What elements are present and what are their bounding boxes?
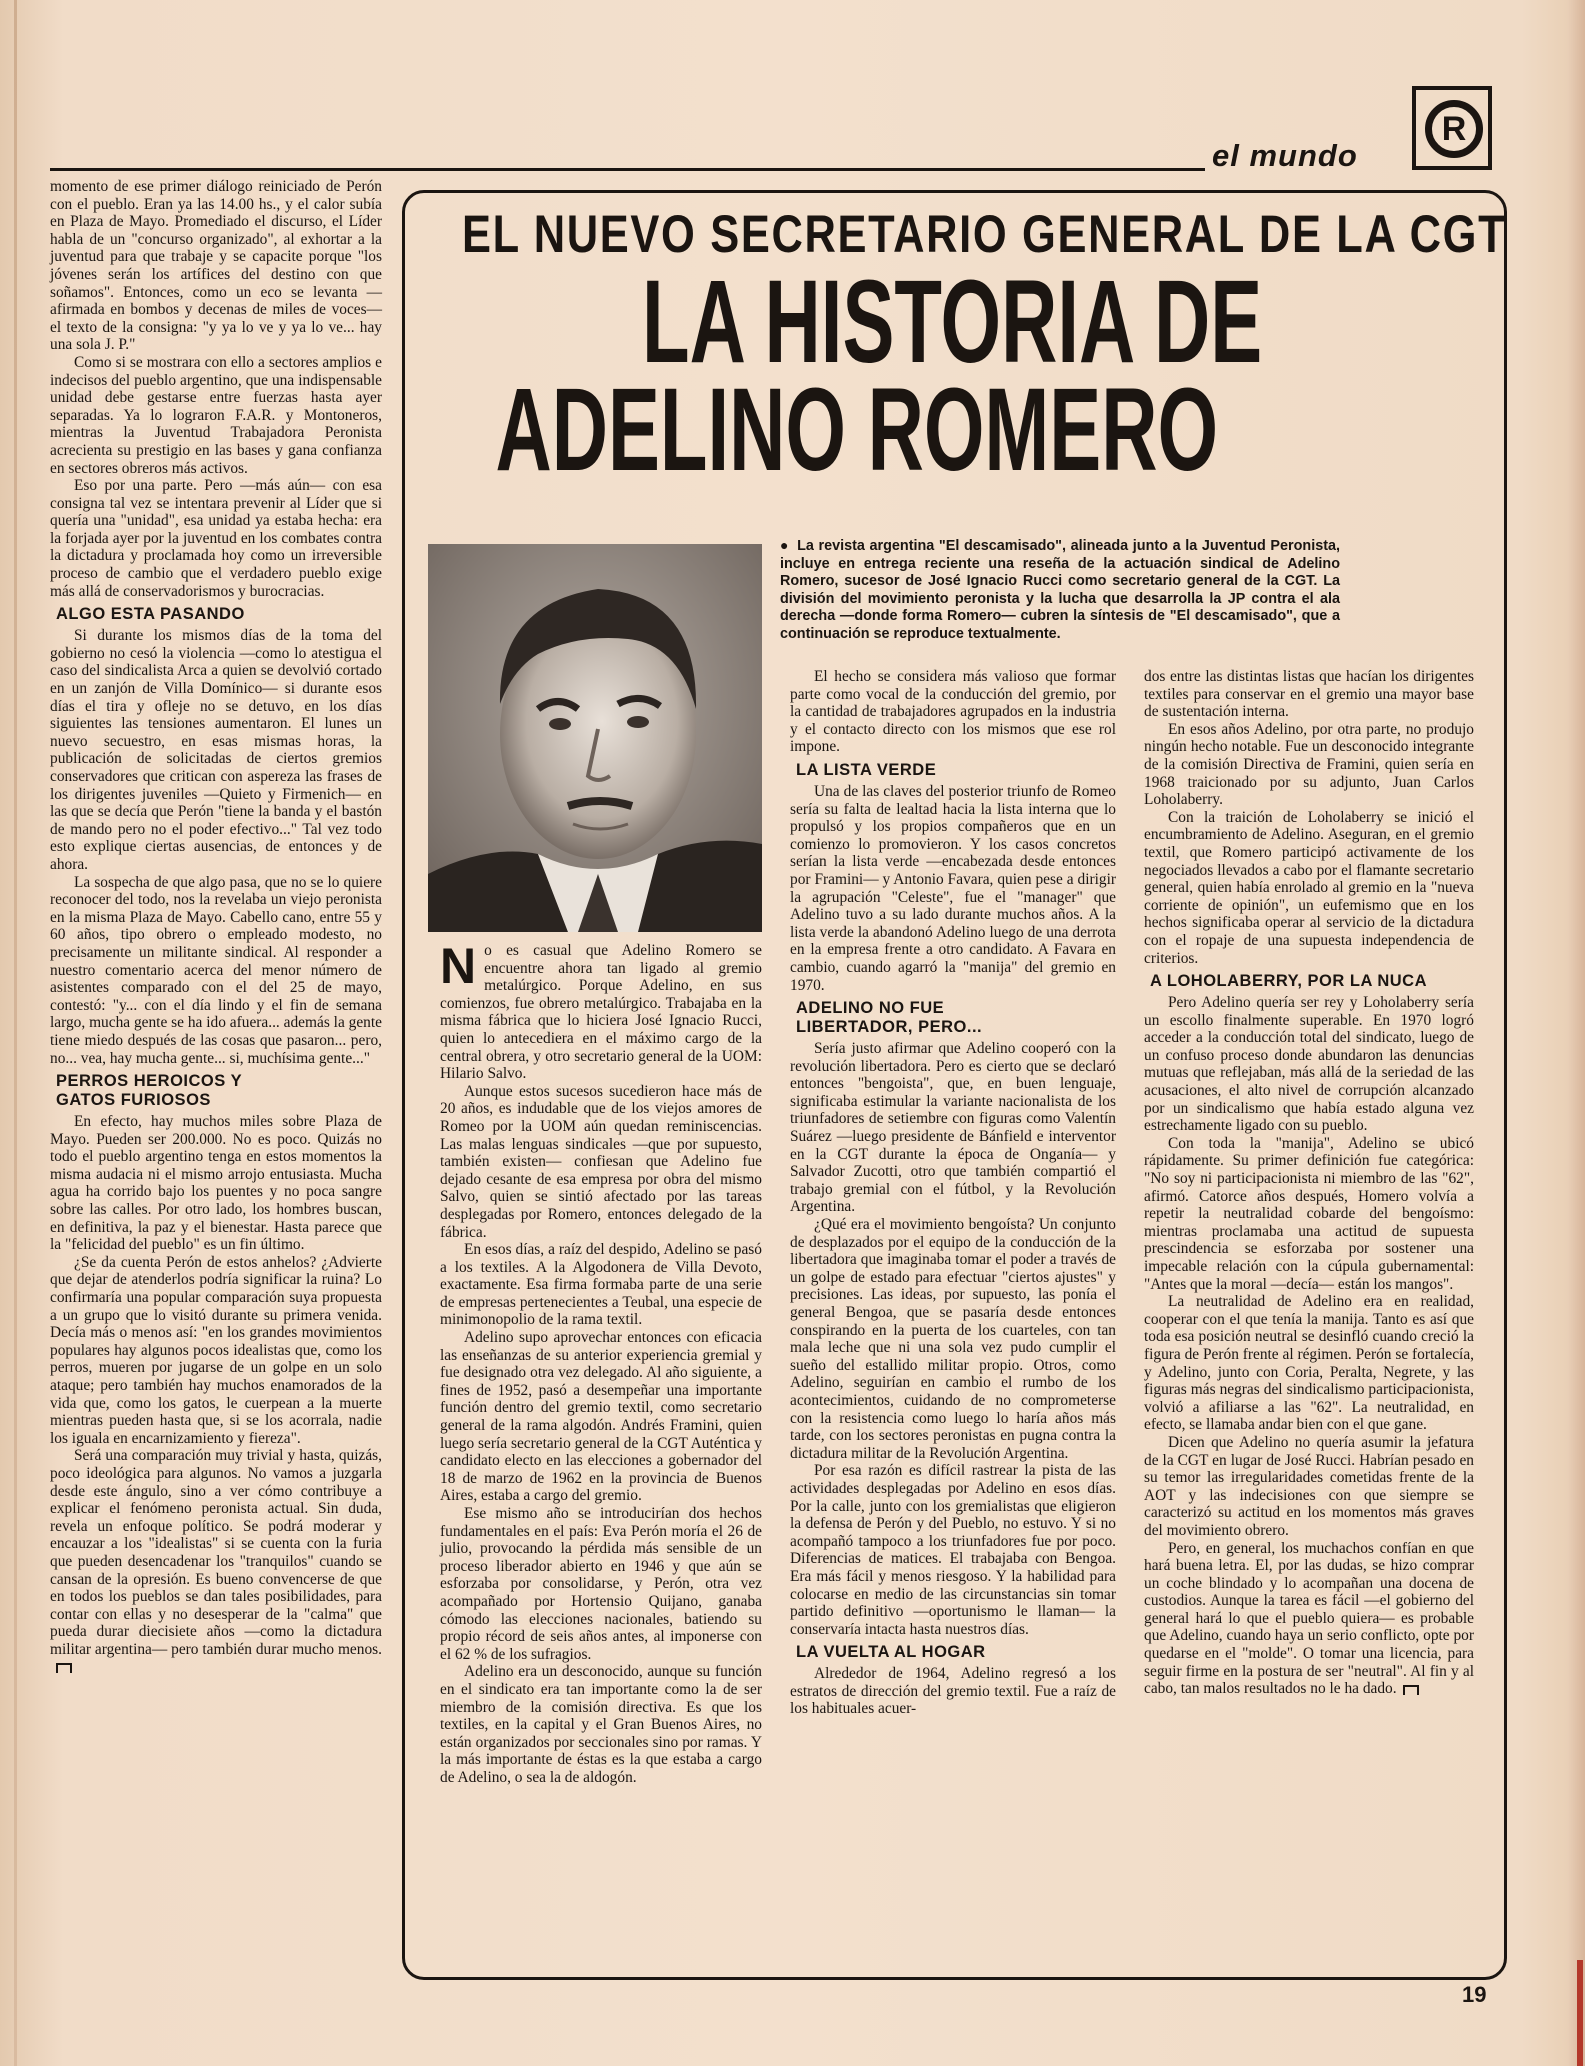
subheading: LA LISTA VERDE: [796, 760, 937, 779]
article-headline: [495, 256, 1263, 496]
paragraph: Aunque estos sucesos sucedieron hace más de 20 años, es indudable que de los viejos amores de Romeo por la UOM aún quedan reminiscencias. Las malas lenguas sindicales —que por supuesto, también existen— confiesan que Adelino fue dejado cesante de esa empresa por obra del mismo Salvo, quien se sintió afectado por las tareas desplegadas por Romero, entonces delegado de la fábrica.: [440, 1082, 762, 1241]
page-edge: [1567, 0, 1585, 2066]
paragraph: momento de ese primer diálogo reiniciado de Perón con el pueblo. Eran ya las 14.00 hs., y el calor subía en Plaza de Mayo. Promediado el discurso, el Líder habla de un "concurso organizado", al exhortar a la juventud para que trabaje y se capacite porque "los jóvenes serán los artífices del destino con que soñamos". Entonces, como un eco se levanta —afirmada en bombos y decenas de miles de voces— el texto de la consigna: "y ya lo ve y ya lo ve... hay una sola J. P.": [50, 178, 382, 354]
subheading: PERROS HEROICOS Y GATOS FURIOSOS: [56, 1072, 242, 1110]
bullet-icon: ●: [780, 537, 790, 553]
page-number: 19: [1462, 1982, 1487, 2007]
paragraph: Si durante los mismos días de la toma del gobierno no cesó la violencia —como lo atestigua el caso del sindicalista Arca a quien se devolvió cortado en un zanjón de Villa Domínico— si durante esos días el tira y ofleje no se detuvo, en los días siguientes las tensiones aumentaron. El lunes un nuevo secuestro, en esas mismas horas, la publicación de solicitadas de ciertos gremios conservadores que critican con aspereza las frases de los dirigentes juveniles —Quieto y Firmenich— en las que se decía que Perón "tiene la banda y el bastón de mando pero no el poder efectivo..." Tal vez todo esto explique ciertas ausencias, de entonces y de ahora.: [50, 627, 382, 873]
paragraph: [440, 938, 762, 1083]
subheading: LA VUELTA AL HOGAR: [796, 1643, 986, 1662]
paragraph: ¿Se da cuenta Perón de estos anhelos? ¿Advierte que dejar de atenderlos podría significar la ruina? Lo confirmaría una popular comparación suya propuesta a un grupo que lo visitó durante su primera venida. Decía más o menos así: "en los grandes movimientos populares hay algunos pocos idealistas que, como los perros, mueren por jugarse de un golpe en un solo ataque; pero también hay muchos enamorados de la vida que, como los gatos, le cuerpean a la muerte mientras pueden hasta que, si se los acorrala, nadie los iguala en encarnizamiento y fiereza".: [50, 1253, 382, 1447]
paragraph: dos entre las distintas listas que hacían los dirigentes textiles para conservar en el gremio una mayor base de sustentación interna.: [1144, 668, 1474, 721]
paragraph-text: Pero, en general, los muchachos confían en que hará buena letra. El, por las dudas, se hizo comprar un coche blindado y lo acompañan una docena de custodios. Aunque la tarea es fácil —el gobierno del general hará lo que el pueblo quiera— es probable que Adelino, cuando haya un serio conflicto, opte por quedarse en el "molde". O tomar una licencia, para seguir firme en la postura de ser "neutral". Al fin y al cabo, tan malos resultados no le ha dado.: [1144, 1539, 1474, 1698]
paragraph: Una de las claves del posterior triunfo de Romeo sería su falta de lealtad hacia la lista interna que lo propulsó y los propios compañeros que en un comienzo lo promovieron. Y los casos concretos serían la lista verde —encabezada desde entonces por Framini— y Antonio Favara, quien pese a dirigir la agrupación "Celeste", fue el "manager" que Adelino tuvo a su lado durante muchos años. A la lista verde la abandonó Adelino luego de una derrota en la empresa frente a otro candidato. A Favara en cambio, cuando agarró la "manija" del gremio en 1970.: [790, 782, 1116, 994]
paragraph: En esos días, a raíz del despido, Adelino se pasó a los textiles. A la Algodonera de Villa Devoto, exactamente. Esa firma formaba parte de una serie de empresas pertenecientes a Teubal, una especie de minimonopolio de la rama textil.: [440, 1241, 762, 1329]
paragraph-text: o es casual que Adelino Romero se encuentre ahora tan ligado al gremio metalúrgico. Porque Adelino, en sus comienzos, fue obrero metalúrgico. Trabajaba en la misma fábrica que lo hiciera José Ignacio Rucci, quien lo antecediera en el máximo cargo de la central obrera, y otro secretario general de la UOM: Hilario Salvo.: [440, 942, 762, 1083]
paragraph: [1144, 1540, 1474, 1698]
paragraph: Eso por una parte. Pero —más aún— con esa consigna tal vez se intentara prevenir al Líder que si quería una "unidad", esa unidad ya estaba hecha: era la forjada ayer por la juventud en los combates contra la dictadura y proclamada hoy como un irreversible proceso de cambio que el verdadero pueblo exige más allá de conservadorismos y burocracias.: [50, 477, 382, 600]
drop-cap: N: [440, 938, 477, 994]
portrait-image: [428, 544, 762, 932]
paragraph: ¿Qué era el movimiento bengoísta? Un conjunto de desplazados por el equipo de la conducción de la libertadora que imaginaba tomar el poder a través de un golpe de estado para efectuar "ciertos ajustes" y precisiones. Las ideas, por supuesto, las ponía el general Bengoa, que se pasaría desde entonces conspirando en la puerta de los cuarteles, con tan mala leche que ni una sola vez pudo cumplir el sueño del estallido militar propio. Otros, como Adelino, seguirían en cambio el rumbo de los acontecimientos, cuidando de no comprometerse con la resistencia como luego lo haría años más tarde, con los sectores peronistas en pugna contra la dictadura militar de la Revolución Argentina.: [790, 1216, 1116, 1462]
end-mark-icon: [56, 1663, 72, 1673]
paragraph: Pero Adelino quería ser rey y Loholaberry sería un escollo finalmente superable. En 1970 logró acceder a la conducción total del sindicato, luego de un confuso proceso donde abundaron las denuncias mutuas que reflejaban, más allá de la seriedad de las acusaciones, el alto nivel de corrupción alcanzado por un sindicalismo que había estado alguna vez estrechamente ligado con su pueblo.: [1144, 994, 1474, 1135]
header-rule: [50, 168, 1205, 171]
paragraph: En efecto, hay muchos miles sobre Plaza de Mayo. Pueden ser 200.000. No es poco. Quizás no todo el pueblo argentino tenga en estos momentos la misma audacia ni el mismo arrojo entusiasta. Mucha agua ha corrido bajo los puentes y no poca sangre sobre las calles. Por otro lado, los hombres buscan, en definitiva, la paz y el bienestar. Hasta parece que la "felicidad del pueblo" es un fin último.: [50, 1113, 382, 1254]
portrait-photo: [428, 544, 762, 932]
paragraph: Con la traición de Loholaberry se inició el encumbramiento de Adelino. Aseguran, en el gremio textil, que Romero participó activamente de los negociados llevados a cabo por el flamante secretario general, quien había enrolado al gremio en la "nueva corriente de opinión", un eufemismo que en los hechos significaba operar al servicio de la dictadura con el ropaje de una supuesta independencia de criterios.: [1144, 808, 1474, 967]
paragraph: La neutralidad de Adelino era en realidad, cooperar con el que tenía la manija. Tanto es así que toda esa posición neutral se desinfló cuando creció la figura de Perón frente al régimen. Perón se fortalecía, y Adelino, junto con Coria, Peralta, Negrete, y las figuras más negras del sindicalismo participacionista, volvió a afiliarse a las "62". La neutralidad, en efecto, se llamaba andar bien con el que gane.: [1144, 1293, 1474, 1434]
paragraph-text: Será una comparación muy trivial y hasta, quizás, poco ideológica para algunos. No vamos a juzgarla desde este ángulo, sino a ver cómo contribuye a explicar el fenómeno peronista actual. Sin duda, revela un enfoque político. Se podrá moderar y encauzar a los "idealistas" si se cuenta con la furia que pueden desencadenar los "tranquilos" cuando se cansan de la opresión. Es bueno convencerse de que en todos los pueblos se dan tales posibilidades, para contar con ellas y no desesperar de la "calma" que pueda durar diecisiete años —como la dictadura militar argentina— pero también durar mucho menos.: [50, 1447, 382, 1658]
paragraph: El hecho se considera más valioso que formar parte como vocal de la conducción del gremio, por la cantidad de trabajadores agrupados en la industria y el contacto directo con los mismos que ese rol impone.: [790, 668, 1116, 756]
left-column: [50, 178, 382, 1676]
logo-letter: R: [1441, 110, 1467, 148]
article-lead: [780, 537, 1340, 644]
lead-text: La revista argentina "El descamisado", alineada junto a la Juventud Peronista, incluye en entrega reciente una reseña de la actuación sindical de Adelino Romero, sucesor de José Ignacio Rucci como secretario general de la CGT. La división del movimiento peronista y la lucha que desarrolla la JP contra el ala derecha —donde forma Romero— cubren la síntesis de "El descamisado", que a continuación se reproduce textualmente.: [780, 538, 1340, 642]
article-kicker: EL NUEVO SECRETARIO GENERAL DE LA CGT: [462, 205, 1507, 264]
cover-edge-strip: [1577, 1960, 1583, 2066]
paragraph: Por esa razón es difícil rastrear la pista de las actividades desplegadas por Adelino en esos días. Por la calle, junto con los gremialistas que eligieron la defensa de Perón y del Pueblo, no estuvo. Y si no acompañó tampoco a los triunfadores fue por poco. Diferencias de matices. El trabajaba con Bengoa. Era más fácil y menos riesgoso. Y la habilidad para colocarse en medio de las circunstancias sin tomar partido definitivo —oportunismo le llaman— la conservaría intacta hasta nuestros días.: [790, 1462, 1116, 1638]
paragraph: En esos años Adelino, por otra parte, no produjo ningún hecho notable. Fue un desconocido integrante de la comisión Directiva de Framini, quien sería en 1968 traicionado por su adjunto, Juan Carlos Loholaberry.: [1144, 720, 1474, 809]
subheading: ALGO ESTA PASANDO: [56, 605, 245, 624]
article-column-2: [790, 668, 1116, 1718]
end-mark-icon: [1403, 1685, 1419, 1695]
paragraph: Sería justo afirmar que Adelino cooperó con la revolución libertadora. Pero es cierto que se declaró entonces "bengoista", que, en buen lenguaje, significaba estimular la variante nacionalista de los triunfadores de setiembre con figuras como Valentín Suárez —luego presidente de Bánfield e interventor en la CGT durante la época de Onganía— y Salvador Zucotti, otro que también compartió el trabajo gremial con el fútbol, y la Revolución Argentina.: [790, 1040, 1116, 1216]
paragraph: Adelino supo aprovechar entonces con eficacia las enseñanzas de su anterior experiencia gremial y fue designado otra vez delegado. Al año siguiente, a fines de 1952, pasó a desempeñar una importante función dentro del gremio textil, como secretario general de la rama algodón. Andrés Framini, quien luego sería secretario general de la CGT Auténtica y candidato electo en las elecciones a gobernador del 18 de marzo de 1962 en la provincia de Buenos Aires, estaba a cargo del gremio.: [440, 1329, 762, 1505]
headline-line-2: ADELINO ROMERO: [495, 364, 1219, 496]
paragraph: Alrededor de 1964, Adelino regresó a los estratos de dirección del gremio textil. Fue a raíz de los habituales acuer-: [790, 1665, 1116, 1718]
paragraph: Con toda la "manija", Adelino se ubicó rápidamente. Su primer definición fue categórica: "No soy ni participacionista ni miembro de las "62", afirmó. Catorce años después, Homero volvía a repetir la neutralidad cobarde del bengoísmo: mientras proclamaba una actitud de supuesta prescindencia se esforzaba por sostener una impecable relación con la cúpula gubernamental: "Antes que la moral —decía— están los mangos".: [1144, 1134, 1474, 1293]
paragraph: Ese mismo año se introducirían dos hechos fundamentales en el país: Eva Perón moría el 26 de julio, provocando la pérdida más sensible de un proceso liberador abierto en 1946 y que aún se esforzaba por consolidarse, y Perón, otra vez acompañado por Hortensio Quijano, ganaba cómodo las elecciones nacionales, batiendo su propio récord de seis años antes, al imponerse con el 62 % de los sufragios.: [440, 1505, 762, 1663]
headline-line-1: LA HISTORIA DE: [642, 256, 1263, 388]
paragraph: Adelino era un desconocido, aunque su función en el sindicato era tan importante como la de ser miembro de la comisión directiva. Es que los textiles, en la capital y el Gran Buenos Aires, no están organizados por seccionales sino por ramas. Y la más importante de éstas es la que estaba a cargo de Adelino, o sea la de aldogón.: [440, 1663, 762, 1786]
paragraph: Dicen que Adelino no quería asumir la jefatura de la CGT en lugar de José Rucci. Habrían pesado en su temor las irregularidades cometidas frente de la AOT y las indecisiones con que siempre se caracterizó su actitud en los momentos más graves del movimiento obrero.: [1144, 1433, 1474, 1539]
logo-ring-icon: [1425, 100, 1483, 158]
section-name: el mundo: [1212, 138, 1358, 173]
article-column-3: [1144, 668, 1474, 1698]
article-column-1: [440, 938, 762, 1787]
magazine-logo: [1412, 86, 1492, 170]
subheading: ADELINO NO FUE LIBERTADOR, PERO...: [796, 999, 983, 1037]
paragraph: [50, 1447, 382, 1676]
paragraph: La sospecha de que algo pasa, que no se lo quiere reconocer del todo, nos la revelaba un viejo peronista en la misma Plaza de Mayo. Cabello cano, entre 55 y 60 años, tipo obrero o empleado modesto, no precisamente un militante sindical. Al responder a nuestro comentario acerca del menor número de asistentes comparado con el del 25 de mayo, contestó: "y... con el día lindo y el fin de semana largo, mucha gente se ha ido afuera... además la gente tiene miedo después de las cosas que pasaron... pero, no... vea, hay mucha gente... si, muchísima gente...": [50, 873, 382, 1067]
paragraph: Como si se mostrara con ello a sectores amplios e indecisos del pueblo argentino, que una indispensable unidad debe gestarse entre fuerzas hasta ayer separadas. Ya lo lograron F.A.R. y Montoneros, mientras la Juventud Trabajadora Peronista acrecienta su prestigio en las bases y gana confianza en sectores obreros más activos.: [50, 353, 382, 477]
subheading: A LOHOLABERRY, POR LA NUCA: [1150, 972, 1427, 991]
